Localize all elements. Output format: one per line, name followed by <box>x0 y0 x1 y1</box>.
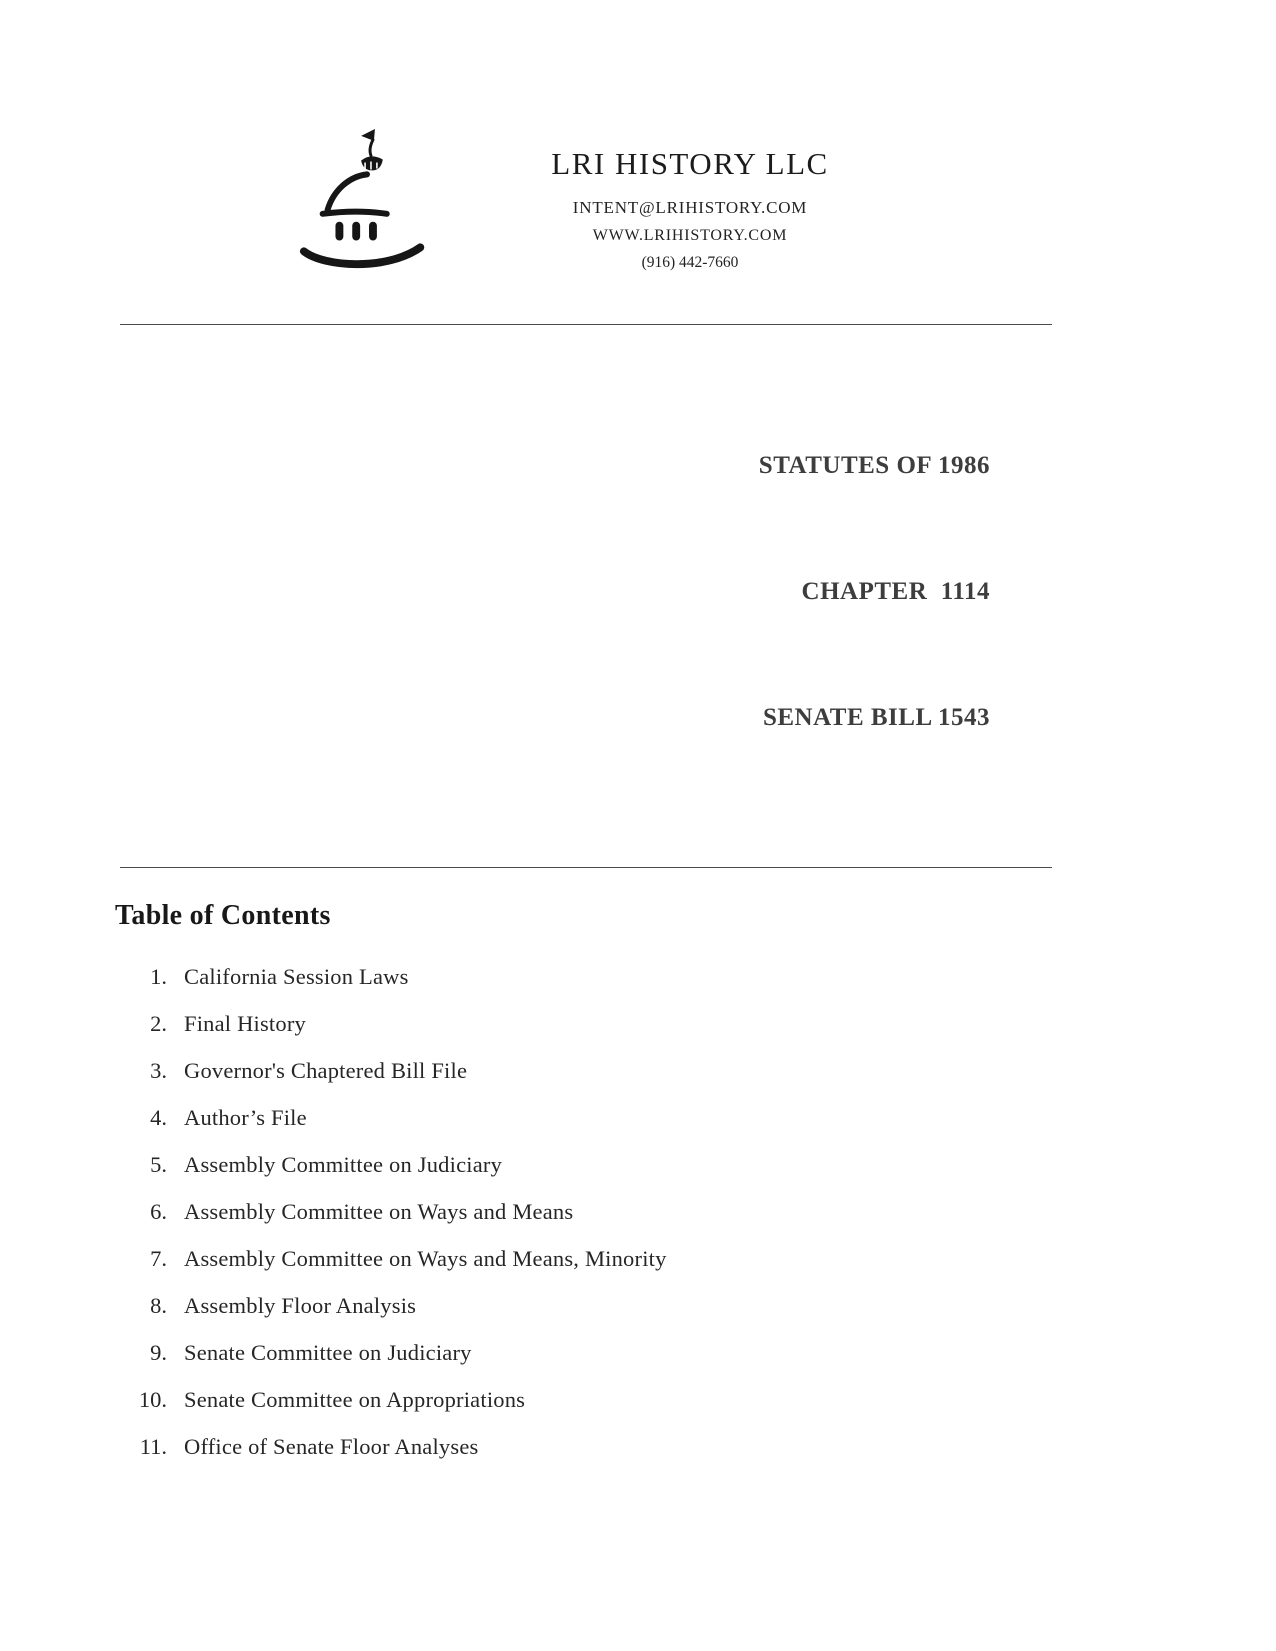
toc-item-label: Assembly Floor Analysis <box>184 1293 417 1318</box>
toc-item-label: California Session Laws <box>184 964 409 989</box>
chapter-line: CHAPTER 1114 <box>801 578 990 605</box>
toc-item-label: Senate Committee on Judiciary <box>184 1340 472 1365</box>
toc-item-label: Governor's Chaptered Bill File <box>184 1058 468 1083</box>
toc-item <box>115 1201 1276 1224</box>
toc-item-number: 6. <box>150 1199 167 1224</box>
toc-item-number: 8. <box>150 1293 167 1318</box>
toc-item <box>115 1436 1276 1459</box>
company-name: LRI HISTORY LLC <box>551 146 829 181</box>
toc-item-label: Final History <box>184 1011 306 1036</box>
senate-bill-line: SENATE BILL 1543 <box>762 704 990 731</box>
toc-item-label: Author’s File <box>184 1105 307 1130</box>
divider-bottom <box>120 867 1052 868</box>
statutes-line: STATUTES OF 1986 <box>758 452 990 479</box>
toc-list <box>115 966 1276 1459</box>
toc-item-number: 5. <box>150 1152 167 1177</box>
toc-item-number: 2. <box>150 1011 167 1036</box>
toc-item <box>115 966 1276 989</box>
toc-item-number: 11. <box>139 1434 167 1459</box>
toc-item-number: 1. <box>150 964 167 989</box>
company-website: WWW.LRIHISTORY.COM <box>592 227 788 244</box>
toc-item-label: Office of Senate Floor Analyses <box>184 1434 479 1459</box>
bill-reference-block <box>0 361 990 823</box>
toc-item <box>115 1060 1276 1083</box>
toc-item <box>115 1248 1276 1271</box>
toc-item-number: 4. <box>150 1105 167 1130</box>
company-phone: (916) 442-7660 <box>641 254 739 271</box>
toc-item <box>115 1154 1276 1177</box>
toc-title: Table of Contents <box>115 900 331 931</box>
toc-item <box>115 1013 1276 1036</box>
letterhead <box>296 0 1276 282</box>
toc-item-number: 7. <box>150 1246 167 1271</box>
toc-item-label: Assembly Committee on Ways and Means <box>184 1199 574 1224</box>
capitol-building-logo-icon <box>296 122 444 282</box>
toc-item-label: Assembly Committee on Judiciary <box>184 1152 503 1177</box>
toc-item-label: Assembly Committee on Ways and Means, Minority <box>184 1246 667 1271</box>
divider-top <box>120 324 1052 325</box>
company-email: INTENT@LRIHISTORY.COM <box>572 198 808 217</box>
toc-item <box>115 1342 1276 1365</box>
table-of-contents <box>115 900 1276 1459</box>
toc-item-label: Senate Committee on Appropriations <box>184 1387 526 1412</box>
letterhead-text <box>470 122 910 272</box>
toc-item-number: 9. <box>150 1340 167 1365</box>
toc-item-number: 10. <box>138 1387 167 1412</box>
toc-item <box>115 1295 1276 1318</box>
toc-item <box>115 1389 1276 1412</box>
toc-item-number: 3. <box>150 1058 167 1083</box>
toc-item <box>115 1107 1276 1130</box>
